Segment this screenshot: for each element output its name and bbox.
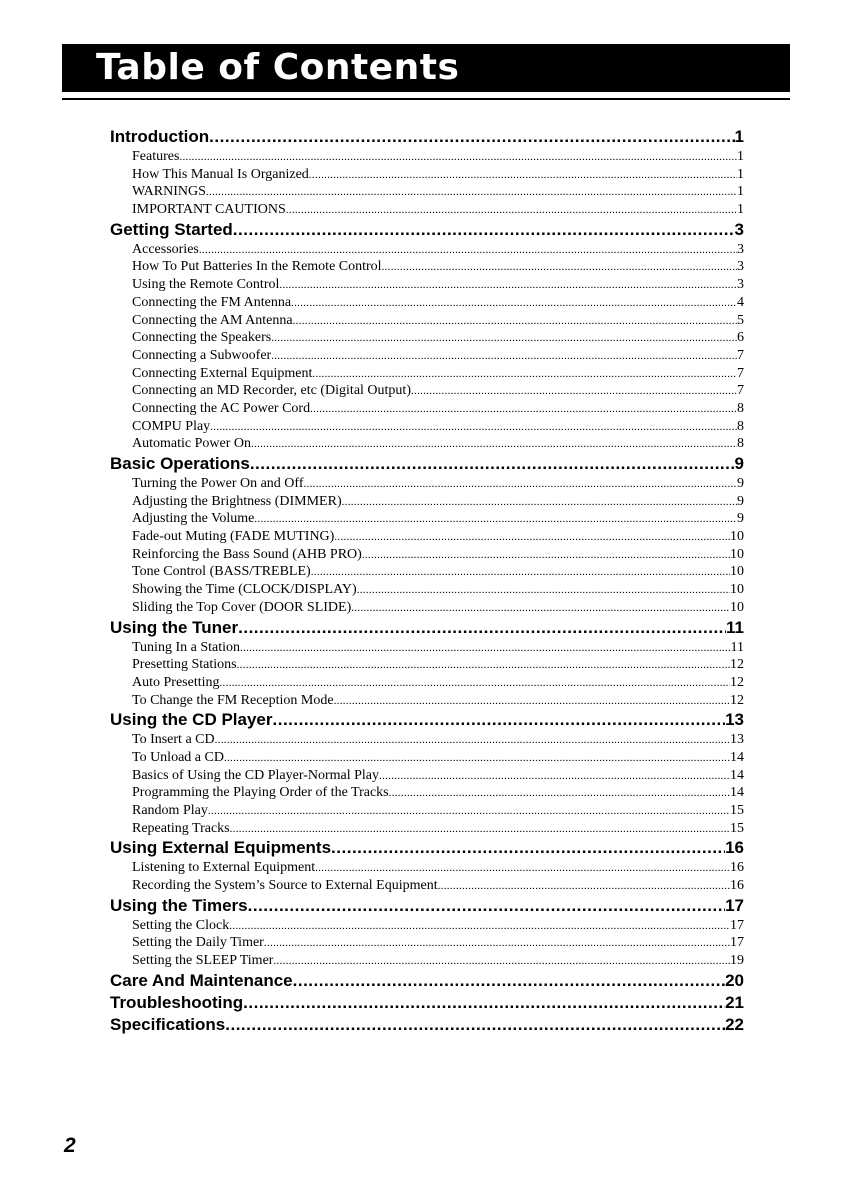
dot-leader [342,494,737,511]
section-title: Introduction [110,127,210,146]
entry-title: Connecting External Equipment [132,365,313,381]
toc-section-introduction [110,126,744,219]
entry-title: Random Play [132,803,208,818]
dot-leader [273,709,726,731]
toc-entry[interactable] [110,917,744,935]
dot-leader [357,582,730,599]
page-ref: 10 [730,582,744,598]
dot-leader [271,348,737,365]
page-ref: 1 [737,166,744,182]
page-number: 2 [64,1134,76,1157]
page-ref: 17 [730,935,744,951]
toc-entry[interactable] [110,749,744,767]
toc-entry[interactable] [110,820,744,838]
entry-title: Tuning In a Station [132,639,240,655]
toc-entry[interactable] [110,767,744,785]
page-ref: 9 [737,511,744,527]
page-ref: 7 [737,347,744,363]
page-ref: 9 [734,454,744,473]
page-ref: 17 [730,917,744,933]
dot-leader [334,529,730,546]
page-ref: 11 [730,639,744,655]
page-ref: 13 [725,710,744,730]
entry-title: To Unload a CD [132,749,224,765]
entry-title: Connecting the FM Antenna [132,294,292,310]
toc-section-troubleshooting [110,992,744,1014]
toc-entry[interactable] [110,493,744,511]
toc-entry[interactable] [110,802,744,820]
toc-entry[interactable] [110,934,744,952]
section-title: Using the Tuner [110,617,239,637]
dot-leader [225,1014,725,1036]
entry-title: Connecting the AM Antenna [132,312,293,328]
dot-leader [310,401,737,418]
entry-title: Presetting Stations [132,657,237,673]
dot-leader [286,202,737,219]
page-ref: 16 [730,878,744,894]
toc-entry[interactable] [110,528,744,546]
toc-section-care-and-maintenance [110,970,744,992]
toc-entry[interactable] [110,347,744,365]
dot-leader [264,935,730,952]
toc-entry[interactable] [110,546,744,564]
page-ref: 10 [730,599,744,615]
page-ref: 19 [730,953,744,969]
page-ref: 10 [730,529,744,545]
dot-leader [293,970,725,992]
toc-section-using-the-tuner [110,617,744,710]
entry-title: Using the Remote Control [132,277,280,293]
dot-leader [312,366,737,383]
page-ref: 7 [737,365,744,381]
dot-leader [291,295,737,312]
dot-leader [248,895,725,917]
dot-leader [220,675,731,692]
entry-title: Reinforcing the Bass Sound (AHB PRO) [132,546,362,562]
page-ref: 20 [725,970,744,990]
entry-title: Automatic Power On [132,436,251,452]
toc-entry[interactable] [110,294,744,312]
entry-title: Setting the Daily Timer [132,935,264,951]
entry-title: Turning the Power On and Off [132,476,304,491]
dot-leader [315,860,730,877]
section-title: Care And Maintenance [110,970,293,990]
page-ref: 22 [725,1014,744,1034]
page-ref: 6 [737,330,744,346]
section-title: Using External Equipments [110,838,332,858]
toc-section-using-external-equipments [110,837,744,894]
page-ref: 3 [734,219,744,239]
toc-entry[interactable] [110,731,744,749]
toc-entry[interactable] [110,475,744,493]
entry-title: Sliding the Top Cover (DOOR SLIDE) [132,599,352,615]
toc-entry[interactable] [110,201,744,219]
entry-title: Recording the System’s Source to External Equipment [132,878,438,894]
dot-leader [331,837,725,859]
toc-entry[interactable] [110,599,744,617]
toc-entry[interactable] [110,510,744,528]
dot-leader [238,617,726,639]
entry-title: Repeating Tracks [132,820,230,836]
entry-title: Connecting the Speakers [132,330,272,346]
page-ref: 12 [730,692,744,708]
dot-leader [240,640,731,657]
page-ref: 10 [730,546,744,562]
dot-leader [293,313,737,330]
toc-heading[interactable] [110,837,744,859]
dot-leader [251,436,737,453]
dot-leader [311,564,730,581]
toc-entry[interactable] [110,859,744,877]
toc-section-using-the-cd-player [110,709,744,837]
toc-entry[interactable] [110,166,744,184]
toc-entry[interactable] [110,418,744,436]
entry-title: Connecting an MD Recorder, etc (Digital Output) [132,383,411,399]
page-ref: 5 [737,312,744,328]
toc-entry[interactable] [110,329,744,347]
entry-title: Connecting a Subwoofer [132,347,272,363]
entry-title: COMPU Play [132,418,211,434]
entry-title: How To Put Batteries In the Remote Control [132,259,382,275]
page-ref: 11 [726,617,744,637]
dot-leader [250,453,735,475]
entry-title: To Insert a CD [132,732,215,748]
toc-entry[interactable] [110,365,744,383]
entry-title: Fade-out Muting (FADE MUTING) [132,529,335,545]
page-ref: 8 [737,400,744,416]
page-ref: 1 [737,202,744,218]
entry-title: Programming the Playing Order of the Tracks [132,785,389,801]
page-ref: 8 [737,418,744,434]
toc-entry[interactable] [110,312,744,330]
page-ref: 1 [734,127,744,146]
page-ref: 12 [730,657,744,673]
dot-leader [309,167,737,184]
toc-entry[interactable] [110,400,744,418]
toc-heading[interactable] [110,126,744,148]
page-ref: 21 [725,992,744,1012]
dot-leader [230,821,730,838]
toc-entry[interactable] [110,258,744,276]
toc-entry[interactable] [110,563,744,581]
page-ref: 16 [725,838,744,858]
section-title: Specifications [110,1014,226,1034]
page-ref: 10 [730,564,744,580]
dot-leader [224,750,730,767]
table-of-contents [110,126,744,1036]
dot-leader [237,657,730,674]
dot-leader [243,992,725,1014]
section-title: Troubleshooting [110,992,244,1012]
entry-title: Auto Presetting [132,674,220,690]
page-ref: 15 [730,820,744,836]
entry-title: Adjusting the Volume [132,511,255,527]
toc-entry[interactable] [110,148,744,166]
page-ref: 16 [730,860,744,876]
dot-leader [233,219,735,241]
page-ref: 1 [737,184,744,200]
dot-leader [304,476,738,493]
toc-entry[interactable] [110,241,744,259]
entry-title: Setting the Clock [132,917,230,933]
section-title: Using the CD Player [110,710,273,730]
dot-leader [273,953,730,970]
dot-leader [411,383,737,400]
dot-leader [351,600,730,617]
section-title: Basic Operations [110,454,250,473]
toc-entry[interactable] [110,656,744,674]
entry-title: IMPORTANT CAUTIONS [132,202,286,218]
entry-title: Adjusting the Brightness (DIMMER) [132,493,342,509]
entry-title: Accessories [132,241,199,257]
dot-leader [362,547,730,564]
dot-leader [209,126,734,148]
dot-leader [389,785,730,802]
page-ref: 14 [730,767,744,783]
page-ref: 14 [730,749,744,765]
title-banner [62,44,790,92]
dot-leader [271,330,737,347]
entry-title: Showing the Time (CLOCK/DISPLAY) [132,582,357,598]
entry-title: Setting the SLEEP Timer [132,953,274,969]
toc-entry[interactable] [110,674,744,692]
page-ref: 4 [737,294,744,310]
page-title: Table of Contents [96,47,460,88]
toc-entry[interactable] [110,435,744,453]
entry-title: How This Manual Is Organized [132,166,309,182]
section-title: Getting Started [110,219,233,239]
toc-entry[interactable] [110,692,744,710]
toc-heading[interactable] [110,895,744,917]
dot-leader [334,693,730,710]
entry-title: Listening to External Equipment [132,860,316,876]
toc-entry[interactable] [110,276,744,294]
page-ref: 3 [737,241,744,257]
toc-entry[interactable] [110,784,744,802]
entry-title: Basics of Using the CD Player-Normal Play [132,767,380,783]
toc-entry[interactable] [110,639,744,657]
toc-heading[interactable] [110,219,744,241]
page-ref: 15 [730,803,744,818]
dot-leader [206,184,737,201]
toc-heading[interactable] [110,709,744,731]
toc-heading[interactable] [110,1014,744,1036]
page-ref: 3 [737,259,744,275]
toc-heading[interactable] [110,970,744,992]
page-ref: 1 [737,149,744,164]
title-divider [62,98,790,100]
page-ref: 7 [737,383,744,399]
toc-heading[interactable] [110,617,744,639]
dot-leader [215,732,730,749]
toc-entry[interactable] [110,382,744,400]
dot-leader [382,259,737,276]
toc-entry[interactable] [110,183,744,201]
entry-title: To Change the FM Reception Mode [132,692,334,708]
entry-title: WARNINGS [132,184,206,200]
page-ref: 13 [730,732,744,748]
page-ref: 12 [730,674,744,690]
entry-title: Features [132,149,180,164]
page-ref: 17 [725,895,744,915]
dot-leader [208,803,730,820]
page-ref: 9 [737,493,744,509]
dot-leader [210,419,737,436]
dot-leader [379,768,730,785]
toc-section-basic-operations [110,453,744,617]
dot-leader [438,878,730,895]
dot-leader [229,918,730,935]
page-ref: 9 [737,476,744,491]
entry-title: Connecting the AC Power Cord [132,400,311,416]
toc-section-using-the-timers [110,895,744,970]
toc-entry[interactable] [110,581,744,599]
toc-entry[interactable] [110,952,744,970]
dot-leader [254,511,737,528]
page-ref: 3 [737,277,744,293]
dot-leader [199,242,737,259]
dot-leader [179,149,737,166]
dot-leader [279,277,737,294]
toc-entry[interactable] [110,877,744,895]
toc-section-specifications [110,1014,744,1036]
page-ref: 8 [737,436,744,452]
toc-section-getting-started [110,219,744,453]
page-ref: 14 [730,785,744,801]
entry-title: Tone Control (BASS/TREBLE) [132,564,311,580]
toc-heading[interactable] [110,992,744,1014]
section-title: Using the Timers [110,895,248,915]
toc-heading[interactable] [110,453,744,475]
